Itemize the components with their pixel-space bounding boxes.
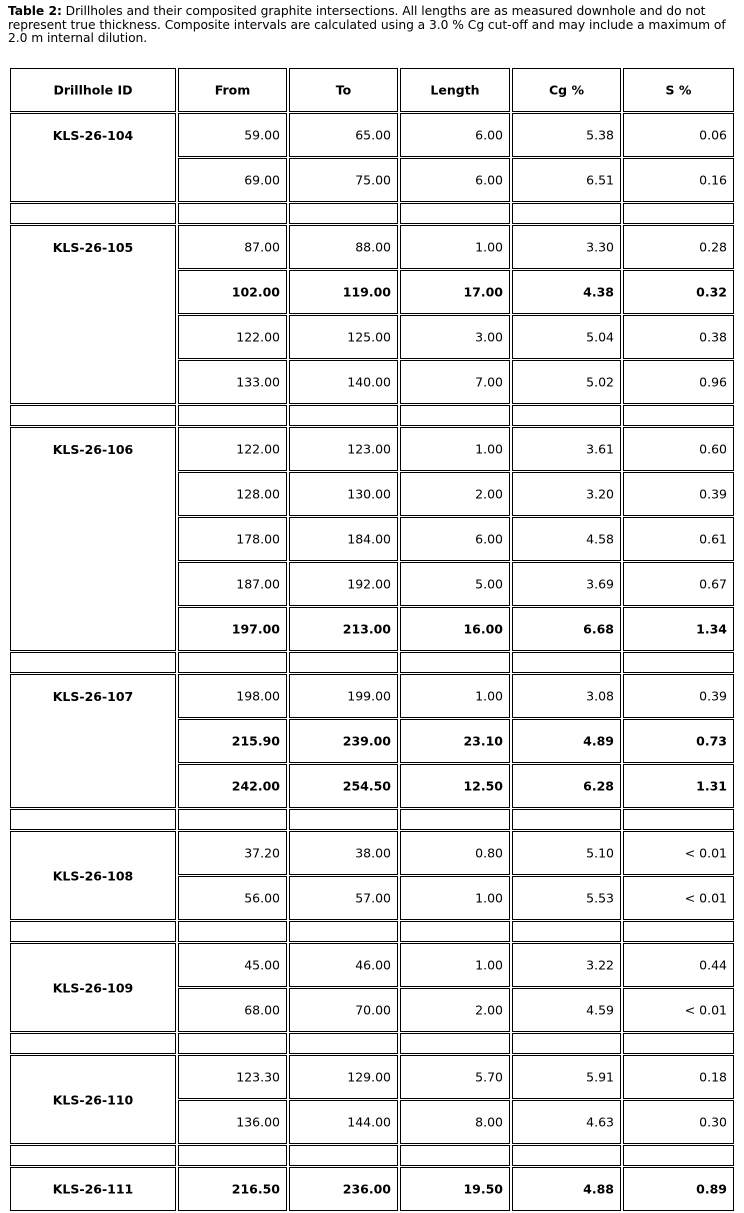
table-cell	[289, 360, 398, 404]
table-cell	[512, 360, 621, 404]
table-cell	[400, 674, 510, 718]
spacer-cell	[10, 809, 176, 830]
table-cell	[400, 517, 510, 561]
table-cell	[289, 1100, 398, 1144]
table-cell	[623, 764, 734, 808]
spacer-cell	[289, 1145, 398, 1166]
table-cell	[178, 427, 287, 471]
table-cell-text: < 0.01	[684, 845, 727, 861]
table-cell	[400, 719, 510, 763]
table-cell	[512, 1100, 621, 1144]
table-cell-text: 130.00	[347, 486, 391, 502]
table-cell	[178, 943, 287, 987]
table-cell-text: 12.50	[463, 778, 503, 794]
table-cell	[512, 876, 621, 920]
table-cell-text: 1.00	[475, 441, 503, 457]
drillhole-id-cell	[10, 427, 176, 651]
spacer-cell	[623, 809, 734, 830]
table-cell-text: 242.00	[231, 778, 280, 794]
spacer-cell	[623, 1145, 734, 1166]
table-cell	[623, 427, 734, 471]
table-cell-text: 239.00	[342, 733, 391, 749]
caption-label: Table 2:	[8, 4, 62, 18]
table-cell-text: 45.00	[244, 957, 280, 973]
table-cell-text: 87.00	[244, 239, 280, 255]
table-cell	[289, 943, 398, 987]
spacer-cell	[289, 1033, 398, 1054]
table-cell-text: 0.39	[699, 688, 727, 704]
drillhole-id-cell-text: KLS-26-104	[52, 128, 134, 143]
table-cell-text: 5.04	[586, 329, 614, 345]
table-cell-text: 1.31	[696, 778, 727, 794]
table-cell	[623, 674, 734, 718]
table-cell	[289, 472, 398, 516]
table-cell-text: 3.20	[586, 486, 614, 502]
table-cell	[623, 1055, 734, 1099]
table-cell-text: 216.50	[231, 1181, 280, 1197]
drillhole-id-cell	[10, 1055, 176, 1144]
table-cell	[289, 113, 398, 157]
table-cell-text: 6.28	[583, 778, 614, 794]
table-cell-text: 140.00	[347, 374, 391, 390]
table-cell-text: 254.50	[342, 778, 391, 794]
spacer-cell	[178, 405, 287, 426]
spacer-cell	[10, 921, 176, 942]
table-cell	[289, 607, 398, 651]
table-cell	[178, 562, 287, 606]
table-cell-text: 6.51	[586, 172, 614, 188]
spacer-cell	[178, 921, 287, 942]
table-cell	[512, 113, 621, 157]
table-cell-text: 4.63	[586, 1114, 614, 1130]
spacer-cell	[289, 809, 398, 830]
table-cell	[512, 472, 621, 516]
table-cell	[400, 988, 510, 1032]
table-cell	[512, 719, 621, 763]
spacer-cell	[400, 1145, 510, 1166]
spacer-cell	[10, 652, 176, 673]
table-cell	[623, 113, 734, 157]
table-cell-text: 6.00	[475, 172, 503, 188]
table-cell-text: 123.00	[347, 441, 391, 457]
table-cell-text: 215.90	[231, 733, 280, 749]
table-cell-text: 5.70	[475, 1069, 503, 1085]
table-cell-text: 0.96	[699, 374, 727, 390]
table-cell	[400, 562, 510, 606]
table-cell-text: 19.50	[463, 1181, 503, 1197]
table-cell-text: 6.00	[475, 127, 503, 143]
table-cell-text: 198.00	[236, 688, 280, 704]
table-cell-text: 0.16	[699, 172, 727, 188]
spacer-cell	[178, 652, 287, 673]
table-cell	[289, 876, 398, 920]
table-cell-text: 0.89	[696, 1181, 727, 1197]
table-cell	[178, 719, 287, 763]
table-cell	[289, 158, 398, 202]
table-cell-text: 4.88	[583, 1181, 614, 1197]
table-cell	[289, 225, 398, 269]
table-cell-text: 197.00	[231, 621, 280, 637]
table-cell-text: 187.00	[236, 576, 280, 592]
header-cell	[289, 68, 398, 112]
spacer-cell	[178, 1033, 287, 1054]
table-cell-text: 123.30	[236, 1069, 280, 1085]
table-cell-text: 128.00	[236, 486, 280, 502]
table-cell-text: 0.73	[696, 733, 727, 749]
table-cell-text: 129.00	[347, 1069, 391, 1085]
table-cell	[623, 562, 734, 606]
table-cell-text: 0.80	[475, 845, 503, 861]
drillhole-id-cell	[10, 674, 176, 808]
table-cell-text: 5.91	[586, 1069, 614, 1085]
table-cell	[400, 315, 510, 359]
spacer-cell	[178, 203, 287, 224]
table-cell	[400, 472, 510, 516]
table-cell-text: 68.00	[244, 1002, 280, 1018]
spacer-cell	[512, 809, 621, 830]
table-cell	[512, 427, 621, 471]
header-cell-text: From	[214, 82, 251, 98]
spacer-cell	[623, 921, 734, 942]
table-cell-text: 5.38	[586, 127, 614, 143]
spacer-cell	[10, 1145, 176, 1166]
table-cell	[623, 876, 734, 920]
header-cell-text: Length	[430, 82, 480, 98]
spacer-cell	[512, 652, 621, 673]
table-cell	[289, 831, 398, 875]
header-cell-text: Cg %	[549, 82, 584, 98]
table-cell	[178, 764, 287, 808]
table-cell	[623, 270, 734, 314]
table-cell	[623, 607, 734, 651]
table-cell	[178, 225, 287, 269]
spacer-cell	[289, 652, 398, 673]
table-cell	[178, 1100, 287, 1144]
drillhole-id-cell	[10, 225, 176, 404]
table-cell-text: 119.00	[342, 284, 391, 300]
table-cell	[289, 315, 398, 359]
spacer-cell	[178, 809, 287, 830]
table-cell	[400, 158, 510, 202]
table-cell-text: 4.89	[583, 733, 614, 749]
table-cell	[623, 315, 734, 359]
table-cell	[289, 764, 398, 808]
table-cell	[400, 831, 510, 875]
table-cell	[623, 472, 734, 516]
table-cell-text: 1.34	[696, 621, 727, 637]
table-cell-text: 69.00	[244, 172, 280, 188]
table-cell	[400, 360, 510, 404]
table-cell	[289, 427, 398, 471]
table-cell-text: 5.00	[475, 576, 503, 592]
table-cell	[178, 831, 287, 875]
table-cell-text: 65.00	[355, 127, 391, 143]
table-cell	[623, 360, 734, 404]
table-cell-text: 0.44	[699, 957, 727, 973]
table-cell	[512, 943, 621, 987]
table-cell	[178, 876, 287, 920]
table-cell-text: 3.08	[586, 688, 614, 704]
table-cell	[512, 517, 621, 561]
table-cell	[623, 1100, 734, 1144]
header-cell-text: Drillhole ID	[53, 82, 133, 98]
table-cell	[178, 270, 287, 314]
table-cell-text: 5.10	[586, 845, 614, 861]
table-cell-text: 4.58	[586, 531, 614, 547]
table-cell-text: 1.00	[475, 688, 503, 704]
table-cell	[512, 315, 621, 359]
table-cell-text: 178.00	[236, 531, 280, 547]
table-cell-text: 17.00	[463, 284, 503, 300]
spacer-cell	[10, 203, 176, 224]
drillhole-id-cell-text: KLS-26-106	[52, 442, 134, 457]
table-cell-text: < 0.01	[684, 1002, 727, 1018]
table-cell	[400, 427, 510, 471]
table-cell	[623, 943, 734, 987]
table-cell-text: 213.00	[342, 621, 391, 637]
table-cell-text: 2.00	[475, 1002, 503, 1018]
spacer-cell	[178, 1145, 287, 1166]
drillhole-id-cell	[10, 1167, 176, 1211]
table-cell	[512, 988, 621, 1032]
table-cell	[178, 607, 287, 651]
spacer-cell	[289, 203, 398, 224]
spacer-cell	[512, 203, 621, 224]
drillhole-id-cell-text: KLS-26-107	[52, 689, 134, 704]
table-cell	[623, 225, 734, 269]
table-cell-text: 6.68	[583, 621, 614, 637]
table-cell	[400, 1100, 510, 1144]
table-cell-text: 3.22	[586, 957, 614, 973]
table-cell-text: 3.00	[475, 329, 503, 345]
table-cell	[289, 517, 398, 561]
table-cell-text: 192.00	[347, 576, 391, 592]
table-cell-text: 8.00	[475, 1114, 503, 1130]
table-cell-text: 88.00	[355, 239, 391, 255]
table-cell	[289, 1167, 398, 1211]
drillhole-id-cell-text: KLS-26-110	[52, 1092, 134, 1107]
drillhole-id-cell-text: KLS-26-105	[52, 240, 134, 255]
table-cell	[178, 1055, 287, 1099]
spacer-cell	[10, 405, 176, 426]
table-cell	[178, 360, 287, 404]
table-cell	[178, 113, 287, 157]
table-cell-text: 59.00	[244, 127, 280, 143]
spacer-cell	[512, 405, 621, 426]
drillhole-id-cell-text: KLS-26-108	[52, 868, 134, 883]
table-cell-text: 0.30	[699, 1114, 727, 1130]
table-cell-text: 136.00	[236, 1114, 280, 1130]
table-cell-text: 0.67	[699, 576, 727, 592]
table-cell-text: 57.00	[355, 890, 391, 906]
table-cell	[400, 943, 510, 987]
table-cell	[178, 158, 287, 202]
table-cell	[289, 1055, 398, 1099]
table-cell	[623, 158, 734, 202]
caption-text: Drillholes and their composited graphite intersections. All lengths are as measured downhole and do not represent true thickness. Composite intervals are calculated using a 3.0 % Cg cut-off and may include a maximum of 2.0 m internal dilution.	[8, 4, 726, 46]
table-cell-text: 46.00	[355, 957, 391, 973]
spacer-cell	[289, 405, 398, 426]
header-cell-text: S %	[665, 82, 692, 98]
table-cell-text: 16.00	[463, 621, 503, 637]
table-cell-text: 102.00	[231, 284, 280, 300]
table-cell	[289, 988, 398, 1032]
header-cell	[512, 68, 621, 112]
table-cell-text: 70.00	[355, 1002, 391, 1018]
table-cell	[512, 1055, 621, 1099]
table-cell	[400, 1167, 510, 1211]
header-cell-text: To	[335, 82, 352, 98]
table-cell-text: 133.00	[236, 374, 280, 390]
table-cell-text: 3.30	[586, 239, 614, 255]
header-cell	[623, 68, 734, 112]
table-cell-text: 125.00	[347, 329, 391, 345]
table-cell	[289, 719, 398, 763]
table-cell	[400, 1055, 510, 1099]
table-cell	[289, 674, 398, 718]
table-cell-text: 37.20	[244, 845, 280, 861]
table-cell-text: 144.00	[347, 1114, 391, 1130]
spacer-cell	[623, 1033, 734, 1054]
table-cell-text: 0.28	[699, 239, 727, 255]
table-cell-text: 0.32	[696, 284, 727, 300]
table-cell-text: 199.00	[347, 688, 391, 704]
table-cell	[512, 831, 621, 875]
table-cell	[289, 270, 398, 314]
table-cell	[512, 764, 621, 808]
table-cell-text: 1.00	[475, 239, 503, 255]
spacer-cell	[400, 203, 510, 224]
table-cell-text: 0.38	[699, 329, 727, 345]
table-cell-text: 1.00	[475, 957, 503, 973]
table-cell-text: 3.61	[586, 441, 614, 457]
table-cell-text: 6.00	[475, 531, 503, 547]
spacer-cell	[400, 1033, 510, 1054]
table-cell	[289, 562, 398, 606]
spacer-cell	[512, 1145, 621, 1166]
spacer-cell	[512, 921, 621, 942]
table-cell	[623, 719, 734, 763]
table-cell	[178, 472, 287, 516]
drillhole-id-cell-text: KLS-26-109	[52, 980, 134, 995]
table-cell	[400, 113, 510, 157]
table-cell	[400, 764, 510, 808]
table-cell-text: 0.61	[699, 531, 727, 547]
table-cell	[512, 225, 621, 269]
spacer-cell	[512, 1033, 621, 1054]
table-cell	[512, 562, 621, 606]
table-cell-text: 122.00	[236, 441, 280, 457]
table-cell	[623, 1167, 734, 1211]
spacer-cell	[623, 203, 734, 224]
table-cell	[400, 876, 510, 920]
table-cell-text: 3.69	[586, 576, 614, 592]
table-cell-text: 56.00	[244, 890, 280, 906]
spacer-cell	[10, 1033, 176, 1054]
table-cell-text: < 0.01	[684, 890, 727, 906]
drillhole-id-cell-text: KLS-26-111	[52, 1181, 134, 1197]
table-cell	[400, 225, 510, 269]
table-cell-text: 2.00	[475, 486, 503, 502]
header-cell	[400, 68, 510, 112]
drillhole-id-cell	[10, 943, 176, 1032]
table-cell	[512, 158, 621, 202]
table-cell-text: 122.00	[236, 329, 280, 345]
header-cell	[10, 68, 176, 112]
table-cell-text: 0.18	[699, 1069, 727, 1085]
spacer-cell	[400, 921, 510, 942]
table-cell	[512, 270, 621, 314]
table-cell	[512, 1167, 621, 1211]
table-cell-text: 0.60	[699, 441, 727, 457]
drillhole-id-cell	[10, 113, 176, 202]
spacer-cell	[400, 809, 510, 830]
table-cell-text: 4.38	[583, 284, 614, 300]
spacer-cell	[623, 405, 734, 426]
table-cell-text: 0.06	[699, 127, 727, 143]
table-cell-text: 7.00	[475, 374, 503, 390]
table-cell-text: 75.00	[355, 172, 391, 188]
spacer-cell	[400, 652, 510, 673]
table-cell	[178, 315, 287, 359]
table-cell-text: 1.00	[475, 890, 503, 906]
drillhole-id-cell	[10, 831, 176, 920]
table-cell	[178, 988, 287, 1032]
table-cell	[512, 607, 621, 651]
table-cell	[512, 674, 621, 718]
table-cell	[178, 1167, 287, 1211]
table-cell-text: 236.00	[342, 1181, 391, 1197]
table-cell-text: 0.39	[699, 486, 727, 502]
table-cell-text: 5.53	[586, 890, 614, 906]
table-cell	[623, 988, 734, 1032]
table-cell	[400, 270, 510, 314]
table-cell-text: 23.10	[463, 733, 503, 749]
header-cell	[178, 68, 287, 112]
table-cell	[178, 674, 287, 718]
spacer-cell	[289, 921, 398, 942]
table-cell	[178, 517, 287, 561]
table-cell-text: 38.00	[355, 845, 391, 861]
table-cell-text: 4.59	[586, 1002, 614, 1018]
table-cell-text: 5.02	[586, 374, 614, 390]
table-cell	[623, 831, 734, 875]
spacer-cell	[400, 405, 510, 426]
table-cell-text: 184.00	[347, 531, 391, 547]
table-cell	[400, 607, 510, 651]
spacer-cell	[623, 652, 734, 673]
table-cell	[623, 517, 734, 561]
